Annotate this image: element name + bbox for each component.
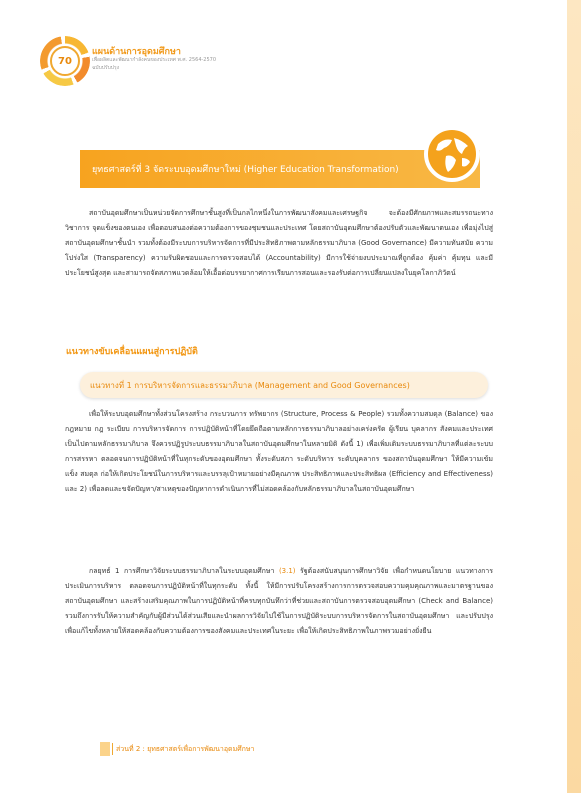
approach-1-box: [80, 372, 488, 398]
header-subtitle-2: ฉบับปรับปรุง: [92, 65, 120, 71]
footer-marker: [100, 742, 110, 756]
right-edge-strip: [567, 0, 581, 793]
intro-paragraph: สถาบันอุดมศึกษาเป็นหน่วยจัดการศึกษาชั้นสูงที่เป็นกลไกหนึ่งในการพัฒนาสังคมและเศรษฐกิจ จะต้องมีศักยภาพและสมรรถนะทางวิชาการ จุดแข็งของตนเอง เพื่อตอบสนองต่อความต้องการของชุมชนและประเทศ โดยสถาบันอุดมศึกษาต้องปรับตัวและพัฒนาตนเอง เพื่อมุ่งไปสู่สถาบันอุดมศึกษาชั้นนำ รวมทั้งต้องมีระบบการบริหารจัดการที่มีประสิทธิภาพตามหลักธรรมาภิบาล (Good Governance) มีความทันสมัย ความโปร่งใส (Transparency) ความรับผิดชอบและการตรวจสอบได้ (Accountability) มีการใช้จ่ายงบประมาณที่ถูกต้อง คุ้มค่า คุ้มทุน และมีประโยชน์สูงสุด และสามารถจัดสภาพแวดล้อมให้เอื้อต่อบรรยากาศการเรียนการสอนและรองรับต่อการเปลี่ยนแปลงในยุคโลกาภิวัตน์: [65, 209, 493, 277]
approach-1-title: แนวทางที่ 1 การบริหารจัดการและธรรมาภิบาล (Management and Good Governances): [90, 380, 410, 390]
strategy-banner-title: ยุทธศาสตร์ที่ 3 จัดระบบอุดมศึกษาใหม่ (Higher Education Transformation): [92, 165, 399, 175]
section-heading: แนวทางขับเคลื่อนแผนสู่การปฏิบัติ: [66, 347, 198, 357]
footer-divider: [112, 743, 113, 755]
page-number: 70: [50, 46, 80, 76]
globe-icon: [424, 126, 480, 182]
header-title: แผนด้านการอุดมศึกษา: [92, 47, 181, 57]
footer-section-label: ส่วนที่ 2 : ยุทธศาสตร์เพื่อการพัฒนาอุดมศึกษา: [116, 745, 255, 753]
header-subtitle: เพื่อผลิตและพัฒนากำลังคนของประเทศ พ.ศ. 2564-2570: [92, 57, 217, 63]
reference-marker: (3.1): [278, 567, 296, 575]
approach-1-paragraph: เพื่อให้ระบบอุดมศึกษาทั้งส่วนโครงสร้าง กระบวนการ ทรัพยากร (Structure, Process & People) รวมทั้งความสมดุล (Balance) ของกฎหมาย กฎ ระเบียบ การบริหารจัดการ การปฏิบัติหน้าที่โดยยึดถือตามหลักการธรรมาภิบาลอย่างเคร่งครัด ผู้เรียน บุคลากร สังคมและประเทศ เป็นไปตามหลักธรรมาภิบาล จึงควรปฏิรูประบบธรรมาภิบาลในสถาบันอุดมศึกษาในหลายมิติ ดังนี้ 1) เพื่อเพิ่มเติมระบบธรรมาภิบาลที่แต่ละระบบการสรรหา ตลอดจนการปฏิบัติหน้าที่ในทุกระดับของอุดมศึกษา ทั้งระดับสภา ระดับบริหาร ระดับบุคลากร ของสถาบันอุดมศึกษา ให้มีความเข้มแข็ง สมดุล ก่อให้เกิดประโยชน์ในการบริหารและบรรลุเป้าหมายอย่างมีคุณภาพ ประสิทธิภาพและประสิทธิผล (Efficiency and Effectiveness) และ 2) เพื่อลดและขจัดปัญหา/สาเหตุของปัญหาการดำเนินการที่ไม่สอดคล้องกับหลักธรรมาภิบาลในสถาบันอุดมศึกษา: [65, 410, 493, 493]
strategy-banner: [80, 150, 480, 188]
strategy-1-paragraph: กลยุทธ์ 1 การศึกษาวิจัยระบบธรรมาภิบาลในระบบอุดมศึกษา (3.1) รัฐต้องสนับสนุนการศึกษาวิจัย เพื่อกำหนดนโยบาย แนวทางการประเมินการบริหาร ตลอดจนการปฏิบัติหน้าที่ในทุกระดับ ทั้งนี้ ให้มีการปรับโครงสร้างการการตรวจสอบความคุมคุณภาพและมาตรฐานของสถาบันอุดมศึกษา และสร้างเสริมคุณภาพในการปฏิบัติหน้าที่ครบทุกบันทึกว่าที่ช่วยและสถาบันการตรวจสอบอุดมศึกษา (Check and Balance) รวมถึงการรับให้ความสำคัญกับผู้มีส่วนได้ส่วนเสียและนำผลการวิจัยไปใช้ในการปฏิบัติระบบการบริหารจัดการในสถาบันอุดมศึกษา และปรับปรุงเพื่อแก้ไขทั้งหลายให้สอดคล้องกับความต้องการของสังคมและประเทศในระยะ เพื่อให้เกิดประสิทธิภาพในภาพรวมอย่างยั่งยืน: [65, 567, 493, 635]
